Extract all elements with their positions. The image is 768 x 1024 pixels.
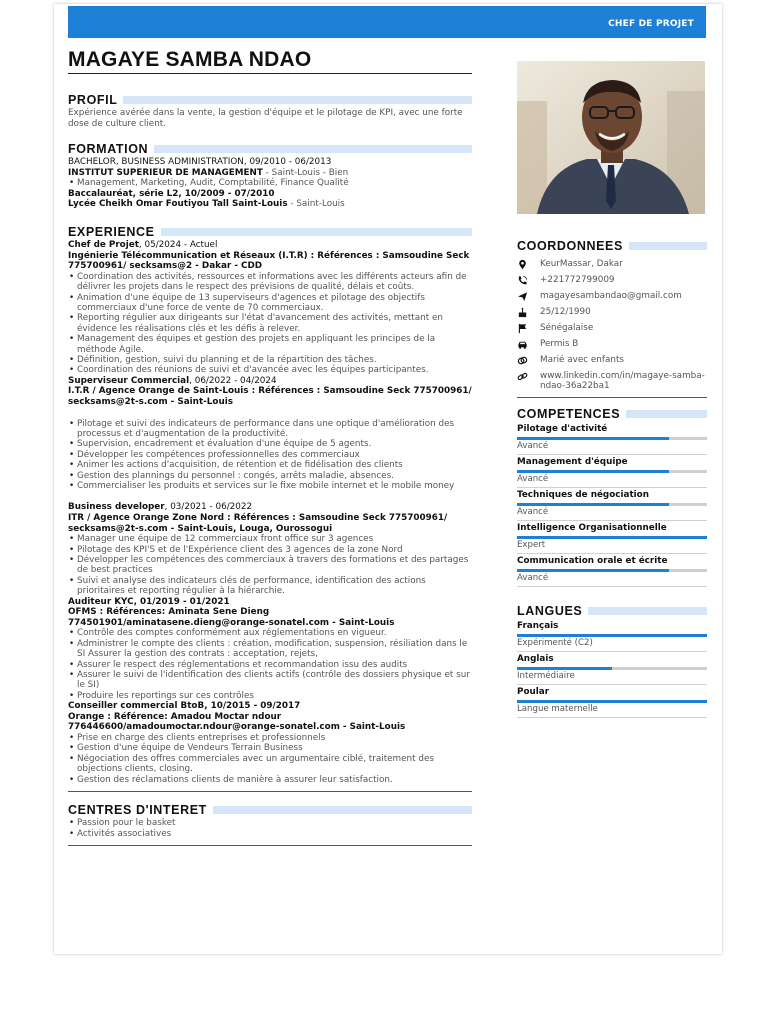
section-bar [123, 96, 472, 104]
skill-track [517, 536, 707, 539]
skill-fill [517, 503, 669, 506]
flag-icon [517, 323, 528, 334]
section-bar [588, 607, 707, 615]
skill-fill [517, 536, 707, 539]
job-entry [68, 502, 472, 596]
job-bullet: • Gestion d'une équipe de Vendeurs Terrain Business [77, 743, 472, 753]
job-bullet: • Pilotage des KPI'S et de l'Expérience client des 3 agences de la zone Nord [77, 545, 472, 555]
language-fill [517, 634, 707, 637]
section-bar [154, 145, 472, 153]
skill-fill [517, 437, 669, 440]
header-bar [68, 6, 706, 38]
language-track [517, 667, 707, 670]
job-bullet: • Développer les compétences professionnelles des commerciaux [77, 450, 472, 460]
skill-level: Avancé [517, 573, 707, 587]
section-title-competences: COMPETENCES [517, 407, 621, 422]
language-item [517, 687, 707, 718]
job-entry [68, 701, 472, 785]
name-divider [68, 73, 472, 74]
language-item [517, 621, 707, 652]
job-company: OFMS : Références: Aminata Sene Dieng 774501901/aminatasene.dieng@orange-sonatel.com - Saint-Louis [68, 607, 395, 628]
send-icon [517, 291, 528, 302]
job-bullet: • Animation d'une équipe de 13 superviseurs d'agences et pilotage des objectifs commerciaux d'une force de vente de 70 commerciaux. [77, 293, 472, 314]
contact-birthdate [517, 307, 707, 318]
language-track [517, 634, 707, 637]
contact-text: KeurMassar, Dakar [540, 259, 623, 269]
job-bullet: • Administrer le compte des clients : création, modification, suspension, résiliation dans le SI Assurer la gestion des contrats : acceptation, rejets, [77, 639, 472, 660]
job-role: Business developer [68, 502, 165, 513]
profil-section [68, 92, 472, 129]
interest-item: • Activités associatives [77, 829, 472, 839]
section-bar [626, 410, 707, 418]
langues-section [517, 603, 707, 718]
section-title-coordonnees: COORDONNEES [517, 239, 623, 253]
skill-level: Avancé [517, 474, 707, 488]
job-bullet: • Manager une équipe de 12 commerciaux front office sur 3 agences [77, 534, 472, 544]
job-bullet: • Gestion des plannings du personnel : congés, arrêts maladie, absences. [77, 471, 472, 481]
job-entry [68, 240, 472, 376]
job-bullet: • Reporting régulier aux dirigeants sur l'état d'avancement des activités, mettant en évidence les réalisations clés et les défis à relever. [77, 313, 472, 334]
job-bullet: • Commercialiser les produits et services sur le fixe mobile internet et le mobile money [77, 481, 472, 491]
section-title-experience: EXPERIENCE [68, 224, 155, 239]
job-role: Superviseur Commercial [68, 375, 190, 386]
skill-track [517, 470, 707, 473]
skill-level: Avancé [517, 441, 707, 455]
job-dates: , 05/2024 - Actuel [138, 239, 218, 250]
job-bullet: • Contrôle des comptes conformément aux réglementations en vigueur. [77, 628, 472, 638]
section-bar [161, 228, 472, 236]
language-name: Poular [517, 687, 550, 698]
section-title-langues: LANGUES [517, 604, 583, 619]
job-bullet: • Coordination des activités, ressources et informations avec les différents acteurs afin de délivrer les projets dans le respect des prévisions de qualité, délais et coûts. [77, 272, 472, 293]
skill-name: Management d'équipe [517, 457, 628, 468]
language-name: Anglais [517, 654, 554, 665]
divider [68, 791, 472, 792]
skill-fill [517, 470, 669, 473]
section-title-formation: FORMATION [68, 142, 149, 157]
profile-photo [517, 61, 705, 214]
job-company: I.T.R / Agence Orange de Saint-Louis : Références : Samsoudine Seck 775700961/ secksams@2t-s.com - Saint-Louis [68, 386, 472, 407]
contact-family [517, 355, 707, 366]
job-title-badge: CHEF DE PROJET [608, 19, 694, 29]
job-bullet: • Assurer le suivi de l'identification des clients actifs (contrôle des dossiers physique et sur le SI) [77, 670, 472, 691]
language-item [517, 654, 707, 685]
divider [517, 397, 707, 398]
language-level: Expérimenté (C2) [517, 638, 707, 652]
contact-text: Permis B [540, 339, 579, 349]
link-icon [517, 371, 528, 382]
skill-name: Intelligence Organisationnelle [517, 523, 667, 534]
skill-track [517, 503, 707, 506]
formation-place: - Saint-Louis [287, 199, 345, 210]
contact-text: 25/12/1990 [540, 307, 591, 317]
contact-linkedin[interactable] [517, 371, 707, 391]
rings-icon [517, 355, 528, 366]
job-entry [68, 376, 472, 492]
contact-text: Sénégalaise [540, 323, 594, 333]
skill-item [517, 523, 707, 554]
candidate-name: MAGAYE SAMBA NDAO [68, 48, 312, 71]
left-column [68, 92, 472, 852]
skill-level: Avancé [517, 507, 707, 521]
section-bar [629, 242, 707, 250]
language-track [517, 700, 707, 703]
formation-school: Lycée Cheikh Omar Foutiyou Tall Saint-Louis [68, 199, 288, 210]
right-column [517, 238, 707, 718]
linkedin-link[interactable]: www.linkedin.com/in/magaye-samba-ndao-36a22ba1 [540, 371, 705, 392]
skill-track [517, 437, 707, 440]
interets-section [68, 802, 472, 839]
phone-icon [517, 275, 528, 286]
coordonnees-section [517, 238, 707, 391]
interest-item: • Passion pour le basket [77, 818, 472, 828]
job-role: Auditeur KYC [68, 596, 134, 607]
contact-license [517, 339, 707, 350]
job-bullet: • Management des équipes et gestion des projets en appliquant les principes de la méthode Agile. [77, 334, 472, 355]
job-bullet: • Coordination des réunions de suivi et d'avancée avec les équipes participantes. [77, 365, 472, 375]
job-company: Ingénierie Télécommunication et Réseaux (I.T.R) : Références : Samsoudine Seck 775700961/ secksams@2 - Dakar - CDD [68, 250, 470, 272]
formation-section [68, 141, 472, 210]
job-bullet: • Assurer le respect des réglementations et recommandation issu des audits [77, 660, 472, 670]
formation-place: - Saint-Louis - Bien [262, 167, 349, 178]
skill-name: Pilotage d'activité [517, 424, 608, 435]
skill-item [517, 556, 707, 587]
divider [68, 845, 472, 846]
language-level: Intermédiaire [517, 671, 707, 685]
job-dates: , 06/2022 - 04/2024 [189, 375, 277, 386]
formation-degree: Baccalauréat, série L2, 10/2009 - 07/2010 [68, 188, 275, 199]
skill-level: Expert [517, 540, 707, 554]
skill-item [517, 457, 707, 488]
contact-phone [517, 275, 707, 286]
skill-item [517, 424, 707, 455]
experience-section [68, 224, 472, 785]
language-fill [517, 667, 612, 670]
section-bar [213, 806, 472, 814]
contact-text: Marié avec enfants [540, 355, 624, 365]
job-entry [68, 597, 472, 702]
section-title-interets: CENTRES D'INTERET [68, 803, 207, 818]
competences-section [517, 406, 707, 587]
language-fill [517, 700, 707, 703]
job-dates: , 03/2021 - 06/2022 [164, 502, 253, 513]
job-bullet: • Suivi et analyse des indicateurs clés de performance, identification des actions prioritaires et reporting régulier à la hiérarchie. [77, 576, 472, 597]
job-bullet: • Négociation des offres commerciales avec un argumentaire ciblé, traitement des objections clients, closing. [77, 754, 472, 775]
contact-text: +221772799009 [540, 275, 615, 285]
skill-track [517, 569, 707, 572]
skill-item [517, 490, 707, 521]
job-bullet: • Pilotage et suivi des indicateurs de performance dans une optique d'amélioration des processus et d'augmentation de la productivité. [77, 419, 472, 440]
location-pin-icon [517, 259, 528, 270]
job-dates: , 01/2019 - 01/2021 [133, 596, 230, 607]
contact-text: magayesambandao@gmail.com [540, 291, 682, 301]
birthday-cake-icon [517, 307, 528, 318]
job-dates: , 10/2015 - 09/2017 [204, 701, 301, 712]
formation-school: INSTITUT SUPERIEUR DE MANAGEMENT [68, 167, 263, 178]
language-name: Français [517, 621, 559, 632]
skill-name: Communication orale et écrite [517, 556, 668, 567]
contact-email [517, 291, 707, 302]
formation-degree: BACHELOR, BUSINESS ADMINISTRATION, 09/2010 - 06/2013 [68, 157, 332, 168]
job-bullet: • Animer les actions d'acquisition, de rétention et de fidélisation des clients [77, 460, 472, 470]
job-bullet: • Produire les reportings sur ces contrôles [77, 691, 472, 701]
formation-bullet: • Management, Marketing, Audit, Comptabilité, Finance Qualité [77, 178, 472, 188]
car-icon [517, 339, 528, 350]
skill-fill [517, 569, 669, 572]
job-role: Conseiller commercial BtoB [68, 701, 205, 712]
contact-nationality [517, 323, 707, 334]
profil-text: Expérience avérée dans la vente, la gestion d'équipe et le pilotage de KPI, avec une forte dose de culture client. [68, 108, 463, 129]
job-bullet: • Supervision, encadrement et évaluation d'une équipe de 5 agents. [77, 439, 472, 449]
job-bullet: • Prise en charge des clients entreprises et professionnels [77, 733, 472, 743]
contact-address [517, 259, 707, 270]
job-bullet: • Définition, gestion, suivi du planning et de la répartition des tâches. [77, 355, 472, 365]
language-level: Langue maternelle [517, 704, 707, 718]
job-company: ITR / Agence Orange Zone Nord : Références : Samsoudine Seck 775700961/ secksams@2t-s.com - Saint-Louis, Louga, Ourossogui [68, 513, 448, 534]
skill-name: Techniques de négociation [517, 490, 649, 501]
job-bullet: • Développer les compétences des commerciaux à travers des formations et des partages de best practices [77, 555, 472, 576]
resume-page [54, 4, 722, 954]
job-role: Chef de Projet [68, 239, 139, 250]
section-title-profil: PROFIL [68, 93, 118, 107]
job-bullet: • Gestion des réclamations clients de manière à assurer leur satisfaction. [77, 775, 472, 785]
job-company: Orange : Référence: Amadou Moctar ndour 776446600/amadoumoctar.ndour@orange-sonatel.com - Saint-Louis [68, 711, 406, 733]
